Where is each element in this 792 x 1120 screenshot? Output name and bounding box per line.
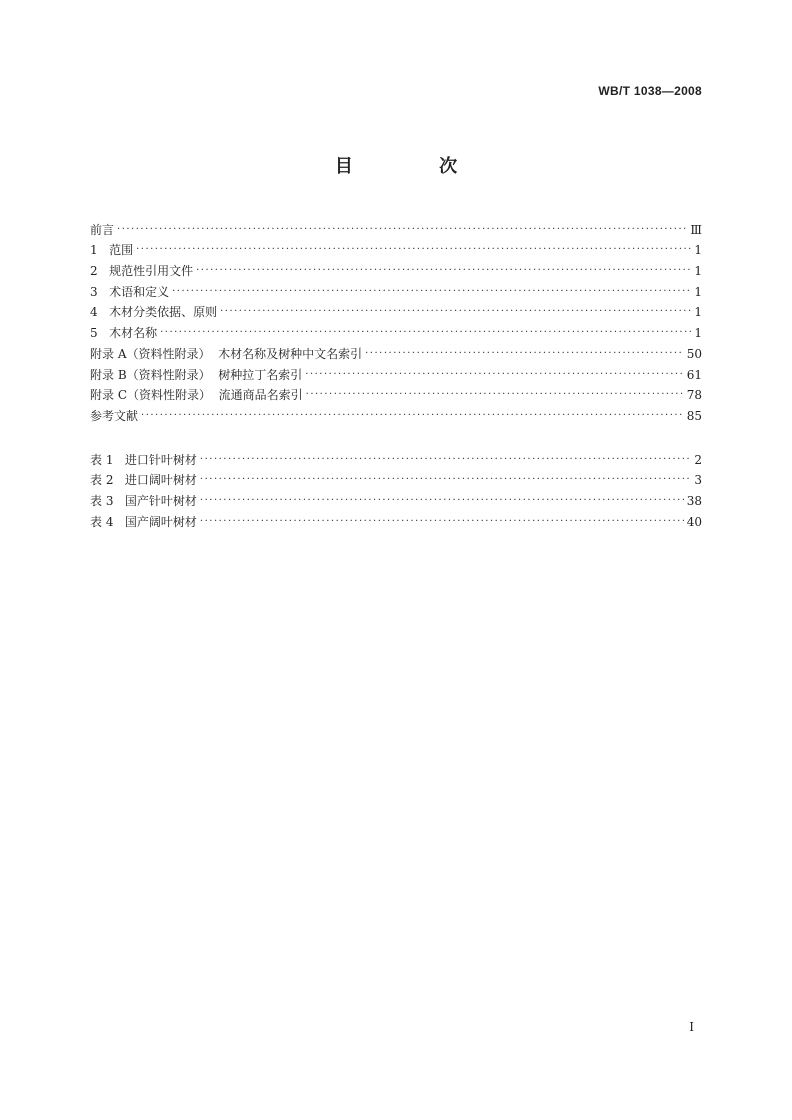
toc-entry-appendix-b[interactable] <box>90 361 702 382</box>
toc-entry-terms-definitions[interactable] <box>90 278 702 299</box>
toc-label: 附录 A（资料性附录） 木材名称及树种中文名索引 <box>90 346 363 361</box>
toc-label: 5 木材名称 <box>90 326 158 341</box>
dot-leader <box>117 223 687 237</box>
page-number: I <box>689 1020 694 1034</box>
toc-entry-foreword[interactable] <box>90 216 702 237</box>
dot-leader <box>200 473 691 487</box>
toc-page-number: 1 <box>694 243 702 258</box>
toc-entry-classification[interactable] <box>90 299 702 320</box>
toc-page-number: 50 <box>686 346 702 361</box>
toc-entry-table-4[interactable] <box>90 508 702 529</box>
toc-page-number: Ⅲ <box>690 222 702 237</box>
dot-leader <box>200 453 691 467</box>
toc-label: 表 3 国产针叶树材 <box>90 494 197 509</box>
dot-leader <box>141 409 684 423</box>
dot-leader <box>200 494 684 508</box>
toc-label: 附录 C（资料性附录） 流通商品名索引 <box>90 388 303 403</box>
toc-page-number: 61 <box>686 367 702 382</box>
dot-leader <box>172 285 691 299</box>
toc-entry-table-2[interactable] <box>90 467 702 488</box>
toc-page-number: 3 <box>694 473 702 488</box>
toc-entry-table-1[interactable] <box>90 446 702 467</box>
toc-label: 表 1 进口针叶树材 <box>90 452 197 467</box>
toc-entry-appendix-c[interactable] <box>90 382 702 403</box>
dot-leader <box>136 243 691 257</box>
dot-leader <box>305 368 683 382</box>
toc-label: 表 4 国产阔叶树材 <box>90 514 197 529</box>
toc-label: 2 规范性引用文件 <box>90 264 194 279</box>
dot-leader <box>365 347 684 361</box>
page-title: 目 次 <box>334 156 498 177</box>
toc-label: 参考文献 <box>90 408 139 423</box>
toc-label: 4 木材分类依据、原则 <box>90 305 218 320</box>
toc-label: 附录 B（资料性附录） 树种拉丁名索引 <box>90 367 303 382</box>
toc-page-number: 85 <box>686 408 702 423</box>
toc-page-number: 1 <box>694 264 702 279</box>
toc-label: 1 范围 <box>90 243 134 258</box>
toc-page-number: 38 <box>686 494 702 509</box>
toc-label: 3 术语和定义 <box>90 284 170 299</box>
toc-entry-scope[interactable] <box>90 237 702 258</box>
dot-leader <box>306 388 684 402</box>
dot-leader <box>220 305 691 319</box>
toc-page-number: 78 <box>686 388 702 403</box>
toc-label: 前言 <box>90 222 115 237</box>
toc-page-number: 1 <box>694 326 702 341</box>
toc-entry-appendix-a[interactable] <box>90 340 702 361</box>
toc-page-number: 1 <box>694 284 702 299</box>
toc-label: 表 2 进口阔叶树材 <box>90 473 197 488</box>
toc-page-number: 40 <box>686 514 702 529</box>
standard-code: WB/T 1038—2008 <box>598 84 702 98</box>
toc-page-number: 1 <box>694 305 702 320</box>
dot-leader <box>200 515 684 529</box>
toc-page-number: 2 <box>694 452 702 467</box>
toc-entry-table-3[interactable] <box>90 487 702 508</box>
table-of-contents <box>90 216 702 423</box>
dot-leader <box>196 264 691 278</box>
dot-leader <box>160 326 691 340</box>
toc-entry-timber-names[interactable] <box>90 319 702 340</box>
toc-entry-normative-references[interactable] <box>90 257 702 278</box>
toc-entry-bibliography[interactable] <box>90 402 702 423</box>
list-of-tables <box>90 446 702 529</box>
